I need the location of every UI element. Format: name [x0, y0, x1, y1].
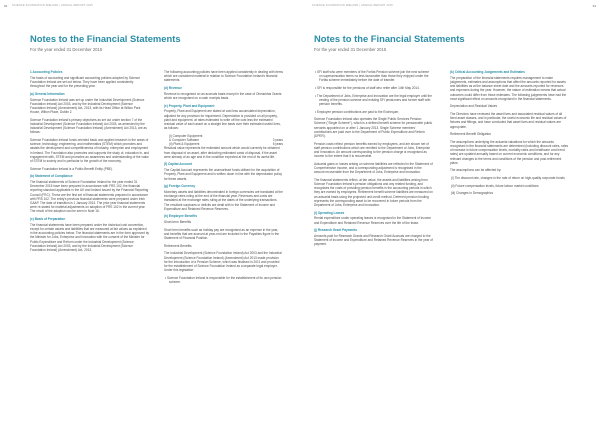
paragraph: The preparation of the financial statements requires management to make judgements, estimates and assumptions that affect the amounts reported for assets and liabilities as at the balance sheet date and the amounts reported for revenues and expenses during the year. However, the nature of estimation means that actual outcomes could differ from those estimates. The following judgements have had the most significant effect on amounts recognised in the financial statements. — [450, 75, 567, 101]
paragraph: Short-term Benefits — [164, 220, 192, 225]
row-label: (ii) Plant & Equipment — [169, 142, 200, 147]
list-item: • The Department of Jobs, Enterprise and Innovation are the legal employer until the vesting of the pension scheme and existing SFI pensioners and former staff with pension benefits. — [315, 93, 432, 106]
paragraph: Retirement Benefit Obligation — [450, 132, 492, 137]
paragraph: Monetary assets and liabilities denominated in foreign currencies are translated at the exchange rates ruling at the end of the financial year. Revenues and costs are translated at the exchange rates ruling at the dates of the underlying transactions. The resultant surpluses or deficits are dealt with in the Statement of Income and Expenditure and Retained Revenue Reserves. — [164, 190, 283, 211]
paragraph: Retirement Benefits — [164, 243, 192, 248]
paragraph: Short term benefits such as holiday pay are recognised as an expense in the year, and benefits that are accrued at year-end are included in the Payables figure in the Statement of Financial Position. — [164, 227, 280, 241]
page-subtitle: For the year ended 31 December 2015 — [30, 47, 103, 52]
page-number: 92 — [4, 4, 8, 8]
paragraph: The financial statements of Science Foundation Ireland for the year ended 31 December 2015 have been prepared in accordance with FRS 102, the financial reporting standard applicable in the UK and Ireland issued by the Financial Reporting Council (FRC). These are the first set of financial statements prepared in accordance with FRS 102. The entity's previous financial statements were prepared under Irish GAAP. The date of transition is 1 January 2014. The prior year financial statements were re-stated for material adjustments on adoption of FRS 102 in the current year. The result of the adoption can be seen in Note 16. — [30, 180, 149, 214]
list-item: (iii) Changes in Demographics — [451, 191, 494, 196]
paragraph: The Capital Account represents the unamortised funds utilised for the acquisition of Property, Plant and Equipment and is written down in line with the depreciation policy for these assets. — [164, 168, 282, 181]
paragraph: The financial statements have been prepared under the historical cost convention, except for certain assets and liabilities that are measured at fair values as explained in the accounting policies below. The financial statements are in the form approved by the Minister for Jobs, Enterprise and Innovation with the consent of the Minister for Public Expenditure and Reform under the Industrial Development (Science Foundation Ireland) Act 2003, and by the Industrial Development (Science Foundation Ireland) (Amendment) Act, 2013. — [30, 222, 149, 253]
text-column-3 — [314, 70, 433, 420]
paragraph: The financial statements reflect, at fair value, the assets and liabilities arising from Science Foundation Ireland's pension obligations and any related funding, and recognises the costs of providing pension benefits in the accounting periods in which they are earned by employees. Retirement benefit scheme liabilities are measured on an actuarial basis using the projected unit credit method. Deferred pension funding represents the corresponding asset to be recovered in future periods from the Department of Jobs, Enterprise and Innovation. — [314, 177, 433, 208]
section-heading: (h) Employee Benefits — [164, 214, 197, 219]
list-item: • Science Foundation Ireland is responsible for the establishment of its own pension scheme. — [165, 275, 282, 284]
section-heading: (f) Capital Account — [164, 162, 192, 167]
running-header: SCIENCE FOUNDATION IRELAND | ANNUAL REPORT 2015 — [312, 4, 393, 7]
paragraph: The following accounting policies have been applied consistently in dealing with items which are considered material in relation to Science Foundation Ireland's financial statements. — [164, 70, 283, 83]
page-title: Notes to the Financial Statements — [30, 33, 181, 44]
text-column-4 — [450, 70, 569, 420]
list-item: • SFI staff who were members of the Forfás Pension scheme join the new scheme on superannuation terms no less favourable than those they enjoyed under the Forfás scheme immediately before the date of transfer. — [315, 70, 429, 83]
paragraph: Property, Plant and Equipment are stated at cost less accumulated depreciation, adjusted for any provision for impairment. Depreciation is provided on all property, plant and equipment, at rates estimated to write off the cost less the estimated residual value of each asset on a straight line basis over their estimated useful lives, as follows: — [164, 109, 281, 131]
paragraph: The basis of accounting and significant accounting policies adopted by Science Foundation Ireland are set out below. They have been applied consistently throughout the year and for the preceding year. — [30, 75, 140, 89]
paragraph: Revenue is recognised on an accruals basis except in the case of Oireachtas Grants which are recognised on a cash receipts basis. — [164, 91, 282, 100]
paragraph: Science Foundation Ireland funds oriented basic and applied research in the areas of science, technology, engineering, and mathematics (STEM) which promotes and assists the development and competitiveness of industry, enterprise and employment in Ireland. The Foundation also promotes and supports the study of, education in, and engagement with, STEM and promotes an awareness and understanding of the value of STEM to society and in particular to the growth of the economy. — [30, 138, 149, 164]
text-column-1 — [30, 70, 149, 420]
paragraph: Pension costs reflect pension benefits earned by employees, and are shown net of staff pension contributions which are remitted to the Department of Jobs, Enterprise and Innovation. An amount corresponding to the pension charge is recognised as income to the extent that it is recoverable. — [314, 141, 431, 159]
paragraph: Depreciation and Residual Values — [450, 104, 498, 109]
row-value: 3 years — [272, 138, 283, 142]
paragraph: Science Foundation Ireland also operates the Single Public Services Pension Scheme ("Single Scheme"), which is a defined benefit scheme for pensionable public servants appointed on or after 1 January 2013. Single Scheme members' contributions are paid over to the Department of Public Expenditure and Reform (DPER). — [314, 117, 433, 138]
paragraph: Residual value represents the estimated amount which would currently be obtained from disposal of an asset, after deducting estimated costs of disposal, if the asset were already of an age and in the condition expected at the end of its useful life. — [164, 146, 280, 159]
section-heading: (g) Foreign Currency — [164, 184, 196, 189]
paragraph: Rental expenditure under operating leases is recognised in the Statement of Income and Expenditure and Retained Revenue Reserves over the life of the lease. — [314, 216, 431, 225]
section-heading: (j) Research Grant Payments — [314, 228, 357, 233]
section-heading: (d) Revenue — [164, 86, 182, 90]
section-heading: 1 Accounting Policies — [30, 70, 63, 74]
page-subtitle: For the year ended 31 December 2015 — [314, 47, 387, 52]
paragraph: The Directors have reviewed the asset lives and associated residual values of all fixed asset classes, and in particular, the useful economic life and residual values of fixtures and fittings, and have concluded that asset lives and residual values are appropriate. — [450, 112, 567, 129]
paragraph: Actuarial gains or losses arising on scheme liabilities are reflected in the Statement of Comprehensive Income, and a corresponding adjustment is recognised in the amount recoverable from the Department of Jobs, Enterprise and Innovation. — [314, 161, 433, 175]
section-heading: (b) Statement of Compliance — [30, 174, 73, 179]
paragraph: The assumptions can be affected by: — [450, 168, 502, 173]
right-page — [300, 0, 600, 424]
section-heading: (e) Property, Plant and Equipment — [164, 103, 215, 108]
paragraph: Science Foundation Ireland is a Public Benefit Entity (PBE). — [30, 166, 113, 171]
row-value: 5 years — [272, 142, 283, 147]
paragraph: Science Foundation Ireland's primary objectives as set out under section 7 of the Industrial Development (Science Foundation Ireland) Act 2003, as amended by the Industrial Development (Science Foundation Ireland) (Amendment) Act 2013, are as follows: — [30, 117, 147, 135]
row-label: (i) Computer Equipment — [169, 133, 203, 138]
running-header: SCIENCE FOUNDATION IRELAND | ANNUAL REPORT 2015 — [12, 4, 93, 7]
section-heading: (i) Operating Leases — [314, 210, 345, 215]
list-item: (ii) Future compensation levels, future labour market conditions — [451, 183, 539, 188]
paragraph: The assumptions underlying the actuarial valuations for which the amounts recognised in the financial statements are determined (including discount rates, rates of increase in future compensation levels, mortality rates and healthcare cost trend rates) are updated annually based on current economic conditions, and for any relevant changes to the terms and conditions of the pension and post-retirement plans. — [450, 139, 569, 165]
paragraph: Amounts paid for Research Grants and Research Grant Accruals are charged to the Statement of Income and Expenditure and Retained Revenue Reserves in the year of payment. — [314, 234, 433, 247]
paragraph: Science Foundation Ireland was set up under the Industrial Development (Science Foundation Ireland) Act 2003, and by the Industrial Development (Science Foundation Ireland) (Amendment) Act, 2013, with its Head Office at Wilton Park House, Wilton Place, Dublin 2. — [30, 97, 145, 115]
list-item: • SFI is responsible for the pensions of staff who retire after 14th May 2014. — [315, 86, 420, 90]
page-number: 93 — [592, 4, 596, 8]
list-item: • Employee pension contributions are paid to the Exchequer. — [315, 109, 400, 114]
paragraph: The Industrial Development (Science Foundation Ireland) Act 2003 and the Industrial Development (Science Foundation Ireland) (Amendment) Act 2013 made provision for the introduction of a Pension Scheme, which was finalised in 2011 and provided for the establishment of Science Foundation Ireland as a separate legal employer. Under this legislation: — [164, 251, 282, 273]
list-item: (i) The discount rate, changes in the rate of return on high-quality corporate bonds — [451, 176, 565, 180]
section-heading: (k) Critical Accounting Judgements and Estimates — [450, 70, 525, 74]
row-label: & Computer Software — [169, 138, 200, 142]
section-heading: (a) General Information — [30, 91, 65, 96]
page-title: Notes to the Financial Statements — [314, 33, 465, 44]
text-column-2 — [164, 70, 283, 420]
section-heading: (c) Basis of Preparation — [30, 217, 66, 222]
